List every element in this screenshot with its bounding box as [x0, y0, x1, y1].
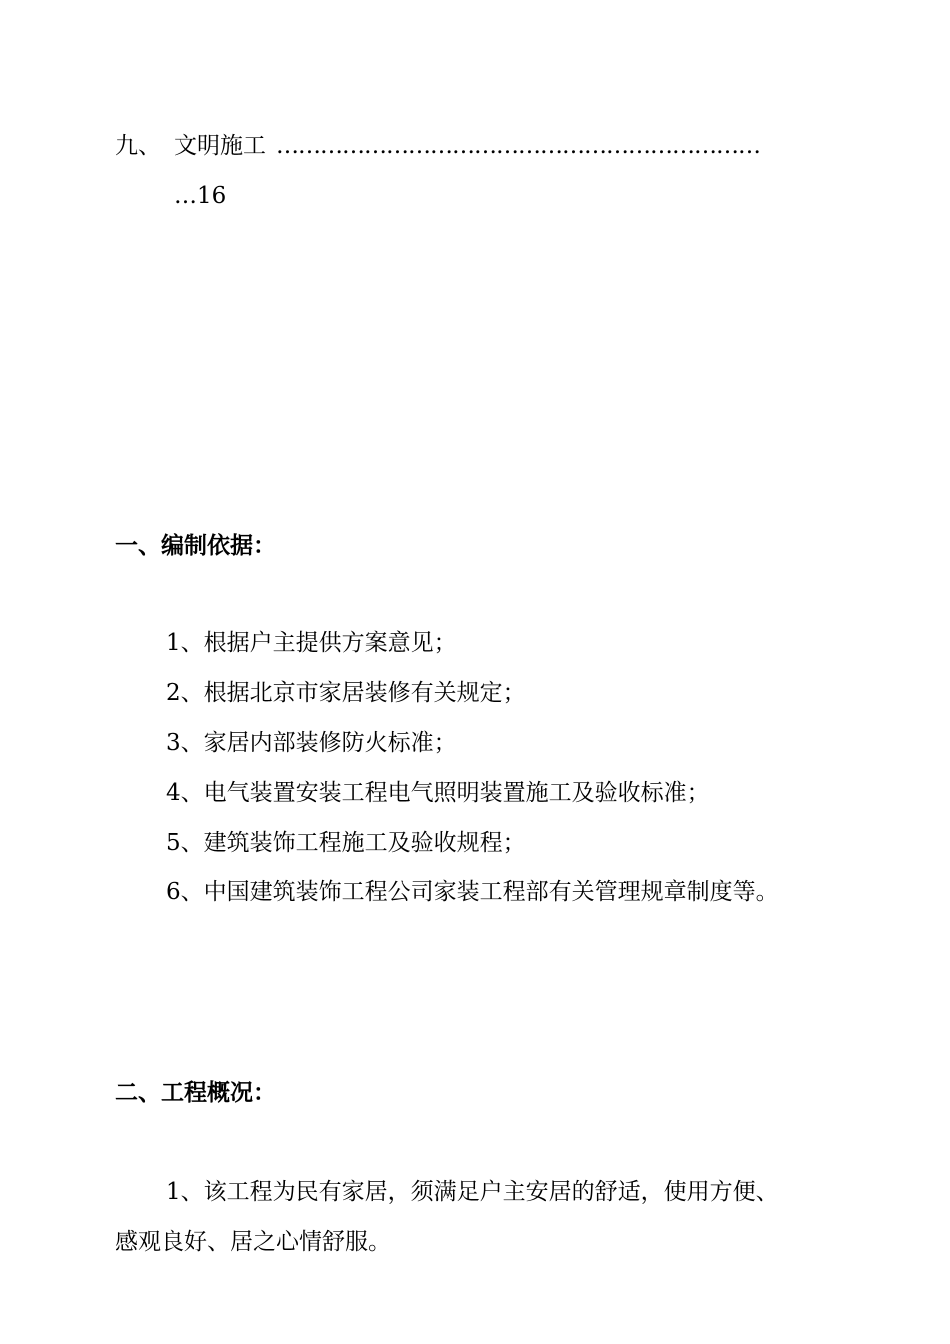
paragraph-line: 感观良好、居之心情舒服。: [115, 1229, 391, 1255]
list-item: 4、电气装置安装工程电气照明装置施工及验收标准；: [166, 780, 710, 806]
list-item: 3、家居内部装修防火标准；: [166, 730, 457, 756]
list-item: 6、中国建筑装饰工程公司家装工程部有关管理规章制度等。: [166, 879, 779, 905]
list-item: 1、根据户主提供方案意见；: [166, 630, 457, 656]
list-item: 2、根据北京市家居装修有关规定；: [166, 680, 526, 706]
section-heading-overview: 二、工程概况：: [115, 1080, 276, 1106]
list-item: 5、建筑装饰工程施工及验收规程；: [166, 830, 526, 856]
toc-entry-title: 文明施工: [174, 133, 266, 159]
paragraph-line: 1、该工程为民有家居，须满足户主安居的舒适，使用方便、: [166, 1179, 779, 1205]
section-heading-basis: 一、编制依据：: [115, 533, 276, 559]
toc-entry-number: 九、: [115, 133, 161, 159]
toc-entry-page: …16: [174, 183, 227, 209]
toc-entry-leader: …………………………………………………………: [276, 133, 760, 159]
